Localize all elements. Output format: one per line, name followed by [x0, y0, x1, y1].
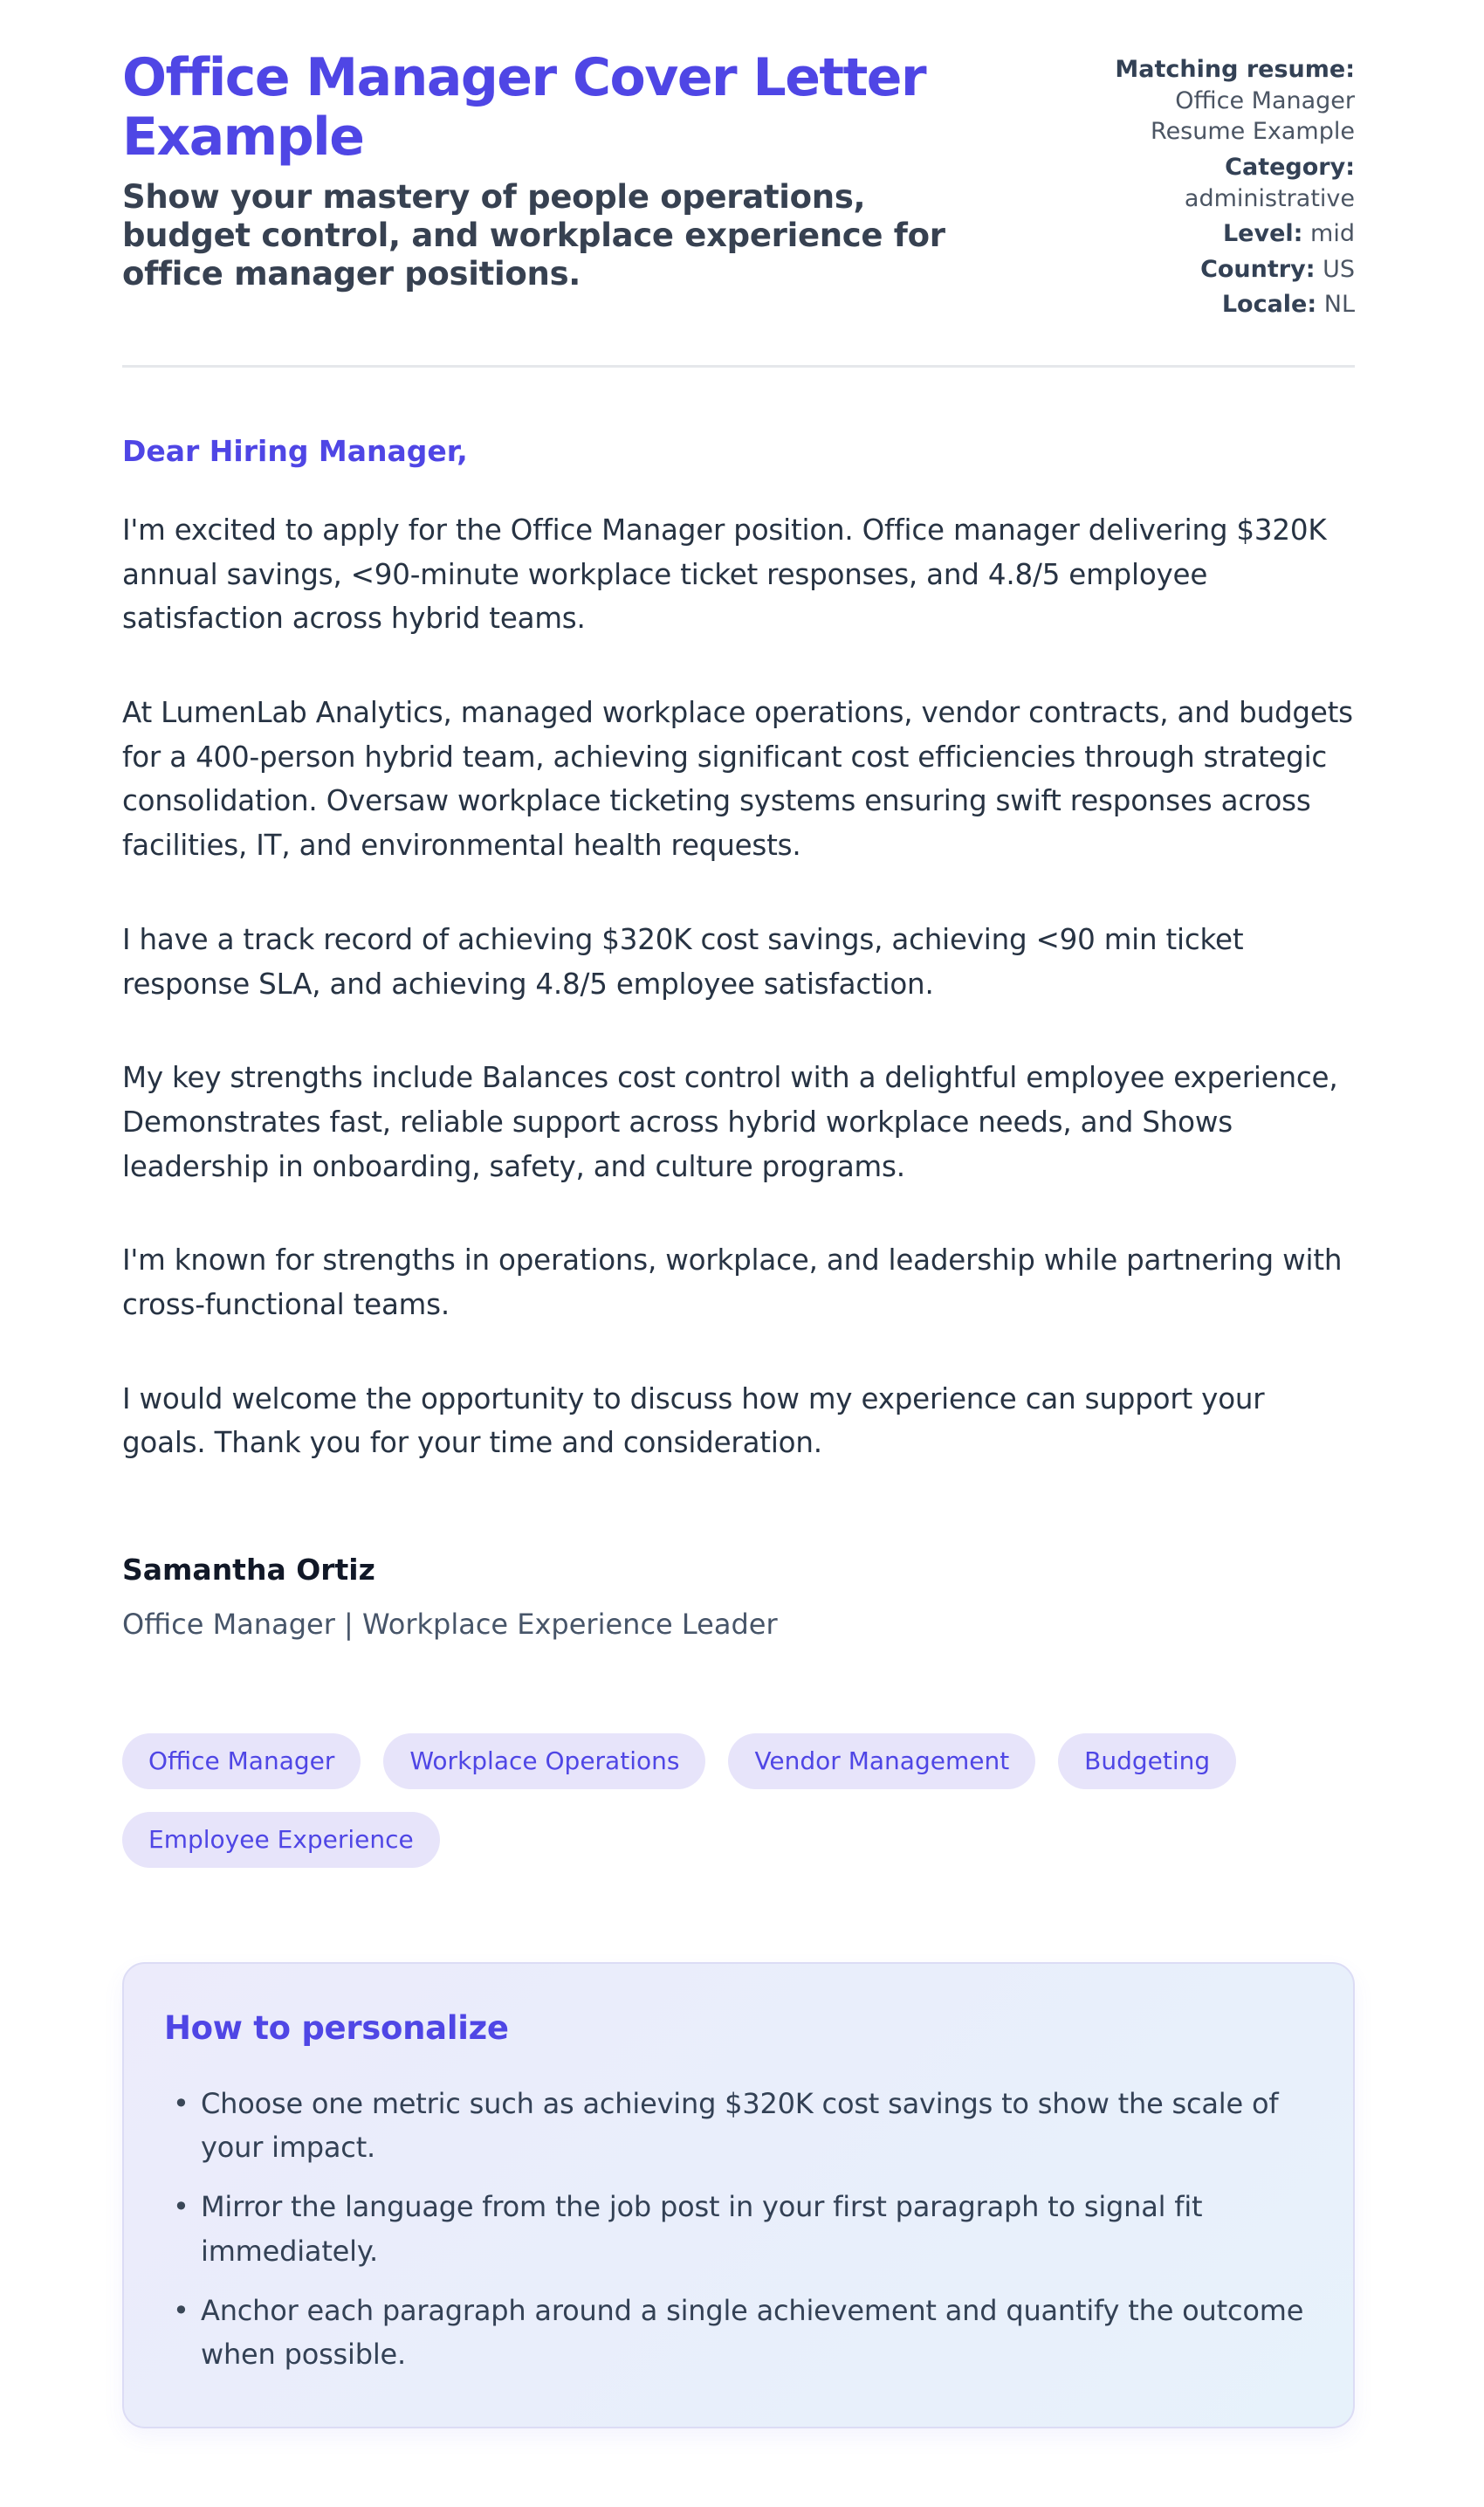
personalize-tip-2: • Mirror the language from the job post in your first paragraph to signal fit immediately.	[164, 2185, 1304, 2272]
tag-employee-experience[interactable]: Employee Experience	[122, 1812, 440, 1868]
meta-label: Level:	[1222, 220, 1303, 248]
tag-vendor-management[interactable]: Vendor Management	[728, 1733, 1035, 1789]
meta-matching-resume	[1089, 54, 1355, 148]
meta-label: Category:	[1225, 153, 1355, 181]
meta-label: Matching resume:	[1115, 56, 1355, 83]
cover-letter-body	[122, 434, 1355, 1641]
meta-label: Locale:	[1221, 291, 1317, 319]
meta-value: NL	[1323, 291, 1355, 319]
personalize-list	[164, 2082, 1304, 2376]
meta-label: Country:	[1200, 255, 1316, 283]
letter-greeting: Dear Hiring Manager,	[122, 434, 468, 468]
signature-name: Samantha Ortiz	[122, 1553, 375, 1587]
header-text	[122, 49, 1004, 325]
meta-value: administrative	[1184, 184, 1355, 212]
personalize-tip-3: • Anchor each paragraph around a single achievement and quantify the outcome when possible.	[164, 2289, 1304, 2376]
meta-value: Office Manager Resume Example	[1151, 86, 1355, 146]
letter-paragraph-2: At LumenLab Analytics, managed workplace operations, vendor contracts, and budgets for a 400-person hybrid team, achieving significant cost efficiencies through strategic consolidation. Oversaw workplace ticketing systems ensuring swift responses across facilities, IT, and environmental health requests.	[122, 696, 1353, 863]
personalize-box	[122, 1962, 1355, 2428]
personalize-tip-1: • Choose one metric such as achieving $320K cost savings to show the scale of your impact.	[164, 2082, 1304, 2169]
meta-value: mid	[1310, 220, 1355, 248]
meta-locale	[1089, 289, 1355, 320]
tag-office-manager[interactable]: Office Manager	[122, 1733, 361, 1789]
resume-meta	[1089, 54, 1355, 325]
letter-paragraph-6: I would welcome the opportunity to discuss how my experience can support your goals. Thank you for your time and consideration.	[122, 1381, 1265, 1460]
personalize-title: How to personalize	[164, 2009, 509, 2047]
tag-workplace-operations[interactable]: Workplace Operations	[383, 1733, 705, 1789]
meta-value: US	[1323, 255, 1355, 283]
tag-budgeting[interactable]: Budgeting	[1058, 1733, 1236, 1789]
meta-category	[1089, 152, 1355, 214]
meta-level	[1089, 218, 1355, 250]
page-title: Office Manager Cover Letter Example	[122, 47, 926, 168]
signature-title: Office Manager | Workplace Experience Leader	[122, 1608, 778, 1641]
header	[122, 49, 1355, 325]
letter-paragraph-3: I have a track record of achieving $320K cost savings, achieving <90 min ticket response SLA, and achieving 4.8/5 employee satisfaction.	[122, 922, 1244, 1001]
tag-list	[122, 1733, 1355, 1868]
letter-paragraph-1: I'm excited to apply for the Office Manager position. Office manager delivering $320K annual savings, <90-minute workplace ticket responses, and 4.8/5 employee satisfaction across hybrid teams.	[122, 513, 1327, 636]
page-subtitle: Show your mastery of people operations, budget control, and workplace experience for office manager positions.	[122, 177, 945, 293]
header-divider	[122, 365, 1355, 368]
meta-country	[1089, 254, 1355, 286]
letter-paragraph-4: My key strengths include Balances cost control with a delightful employee experience, Demonstrates fast, reliable support across hybrid workplace needs, and Shows leadership in onboarding, safety, and culture programs.	[122, 1061, 1338, 1183]
letter-paragraph-5: I'm known for strengths in operations, workplace, and leadership while partnering with cross-functional teams.	[122, 1243, 1343, 1321]
